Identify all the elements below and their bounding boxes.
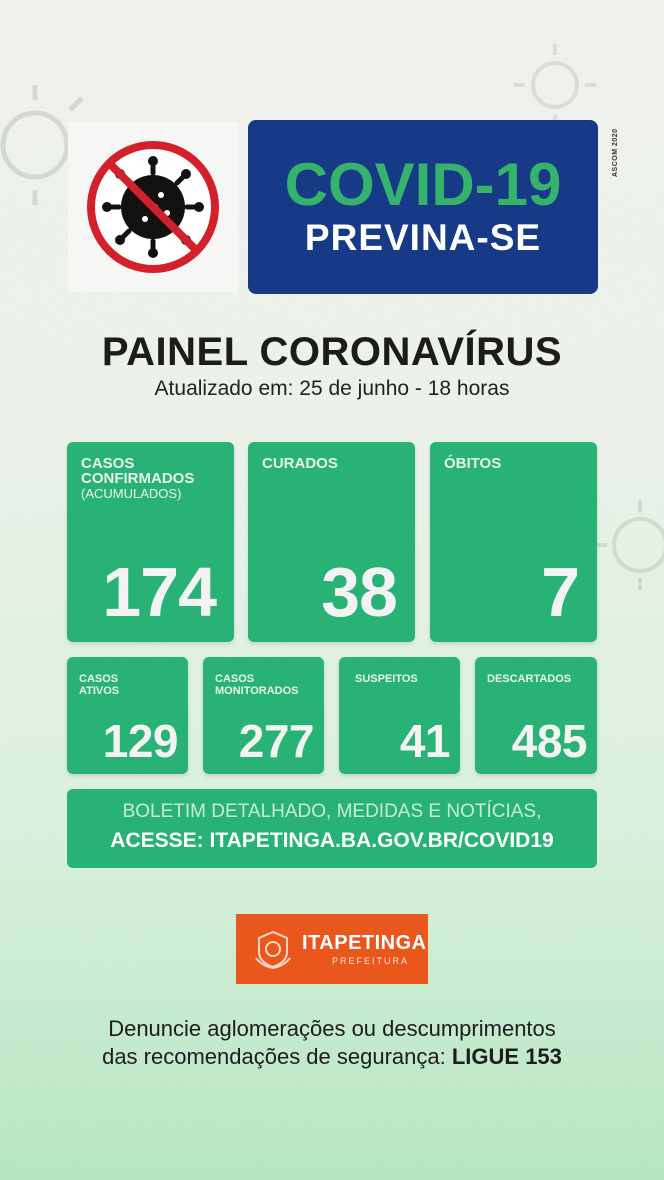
card-value: 129 [102,715,178,767]
card-label-text: CASOS CONFIRMADOS [81,455,195,487]
card-label [81,456,211,501]
covid-banner [248,120,598,294]
info-banner [67,789,597,868]
card-value: 277 [238,715,314,767]
card-confirmed [67,442,234,642]
notice-line-2-prefix: das recomendações de segurança: [102,1044,452,1069]
card-deaths [430,442,597,642]
info-link[interactable]: ACESSE: ITAPETINGA.BA.GOV.BR/COVID19 [110,829,554,852]
card-active [67,657,188,774]
notice-text [0,1015,664,1071]
card-label: CURADOS [262,455,338,472]
notice-line-2 [0,1043,664,1071]
covid-title: COVID-19 [284,151,562,218]
card-label: CASOS ATIVOS [79,673,120,697]
card-cured [248,442,415,642]
card-value: 485 [511,715,587,767]
card-label: DESCARTADOS [487,673,572,685]
card-monitored [203,657,324,774]
icon-box [68,122,238,292]
card-label: ÓBITOS [444,455,502,472]
crest-icon [252,928,294,970]
ascom-credit: ASCOM 2020 [612,128,619,178]
background-virus-icon [510,40,600,130]
phone-number: LIGUE 153 [451,1044,562,1069]
card-label: SUSPEITOS [355,673,418,685]
info-line-1: BOLETIM DETALHADO, MEDIDAS E NOTÍCIAS, [122,801,542,822]
card-value: 38 [321,553,397,631]
card-discarded [475,657,597,774]
panel-title: PAINEL CORONAVÍRUS [101,330,563,374]
logo-name: ITAPETINGA [302,932,427,954]
card-value: 174 [102,553,216,631]
card-suspects [339,657,460,774]
card-label: CASOS MONITORADOS [215,673,299,697]
card-sublabel: (ACUMULADOS) [81,486,182,501]
covid-subtitle: PREVINA-SE [304,217,542,258]
no-virus-icon [83,137,223,277]
card-value: 41 [399,715,450,767]
panel-updated: Atualizado em: 25 de junho - 18 horas [154,377,510,400]
card-value: 7 [541,553,579,631]
notice-line-1: Denuncie aglomerações ou descumprimentos [108,1016,556,1041]
logo-subtitle: PREFEITURA [332,956,410,966]
itapetinga-logo [236,914,428,984]
